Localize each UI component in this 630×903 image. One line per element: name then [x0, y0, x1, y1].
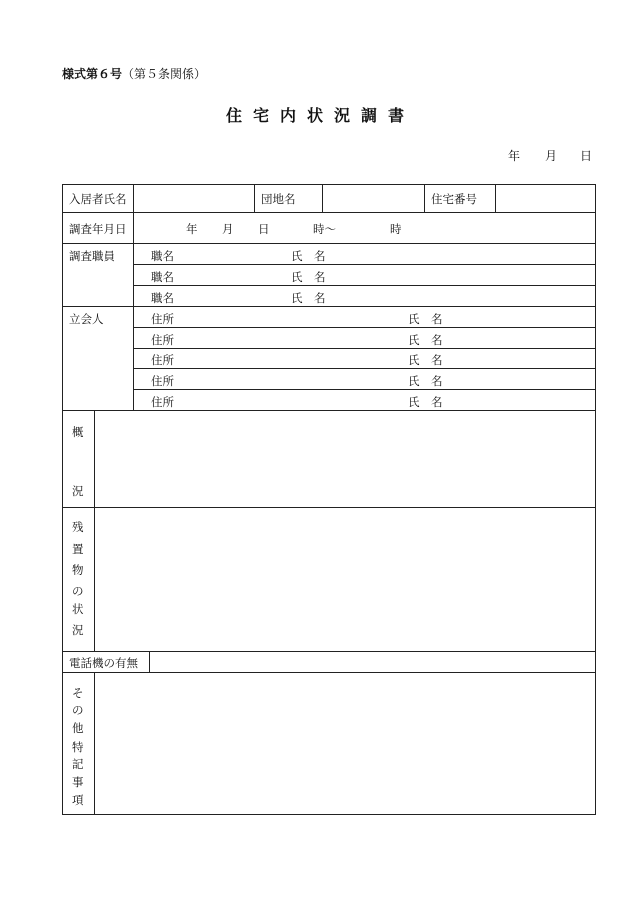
witness-name-label: 氏 名 [408, 374, 443, 388]
staff-position-label: 職名 [151, 270, 174, 284]
staff-label: 調査職員 [69, 249, 115, 263]
rule [62, 410, 595, 411]
rule [322, 184, 323, 212]
leftover-label-char: の [72, 584, 84, 598]
staff-name-label: 氏 名 [291, 249, 326, 263]
staff-name-label: 氏 名 [291, 270, 326, 284]
survey-day-unit: 日 [258, 222, 270, 236]
leftover-field[interactable] [100, 513, 590, 645]
rule [62, 184, 595, 185]
other-label-char: の [72, 703, 84, 717]
survey-month-unit: 月 [222, 222, 234, 236]
complex-name-label: 団地名 [261, 192, 296, 206]
other-notes-field[interactable] [100, 678, 590, 808]
staff-position-label: 職名 [151, 291, 174, 305]
rule [62, 243, 595, 244]
rule [62, 212, 595, 213]
rule [62, 672, 595, 673]
resident-name-label: 入居者氏名 [69, 192, 127, 206]
witness-address-label: 住所 [151, 312, 174, 326]
leftover-label-char: 状 [72, 602, 84, 616]
leftover-label-char: 残 [72, 520, 84, 534]
leftover-label-char: 況 [72, 623, 84, 637]
witness-name-label: 氏 名 [408, 312, 443, 326]
overview-label-bottom: 況 [72, 484, 84, 498]
other-label-char: そ [72, 686, 84, 700]
overview-field[interactable] [100, 416, 590, 502]
rule [62, 507, 595, 508]
rule [133, 327, 595, 328]
rule [62, 651, 595, 652]
survey-hour-to-unit: 時 [390, 222, 402, 236]
page-title: 住宅内状況調書 [225, 106, 415, 125]
other-label-char: 項 [72, 793, 84, 807]
rule [133, 368, 595, 369]
witness-name-label: 氏 名 [408, 395, 443, 409]
rule [94, 672, 95, 814]
other-label-char: 記 [72, 757, 84, 771]
witness-address-label: 住所 [151, 395, 174, 409]
witness-address-label: 住所 [151, 374, 174, 388]
rule [133, 285, 595, 286]
witness-label: 立会人 [69, 312, 104, 326]
house-number-label: 住宅番号 [431, 192, 477, 206]
leftover-label-char: 物 [72, 563, 84, 577]
survey-date-label: 調査年月日 [69, 222, 127, 236]
rule [495, 184, 496, 212]
survey-hour-from-unit: 時〜 [313, 222, 336, 236]
rule [94, 410, 95, 651]
witness-address-label: 住所 [151, 333, 174, 347]
rule [149, 651, 150, 672]
survey-year-unit: 年 [186, 222, 198, 236]
rule [133, 264, 595, 265]
rule [62, 184, 63, 815]
rule [133, 184, 134, 410]
staff-name-label: 氏 名 [291, 291, 326, 305]
phone-label: 電話機の有無 [69, 656, 138, 670]
rule [133, 348, 595, 349]
rule [133, 389, 595, 390]
overview-label-top: 概 [72, 425, 84, 439]
other-label-char: 事 [72, 775, 84, 789]
rule [62, 814, 596, 815]
other-label-char: 他 [72, 721, 84, 735]
rule [424, 184, 425, 212]
leftover-label-char: 置 [72, 542, 84, 556]
witness-name-label: 氏 名 [408, 353, 443, 367]
rule [595, 184, 596, 815]
other-label-char: 特 [72, 740, 84, 754]
witness-name-label: 氏 名 [408, 333, 443, 347]
rule [254, 184, 255, 212]
form-number: 様式第６号（第５条関係） [62, 67, 207, 81]
staff-position-label: 職名 [151, 249, 174, 263]
rule [62, 306, 595, 307]
witness-address-label: 住所 [151, 353, 174, 367]
